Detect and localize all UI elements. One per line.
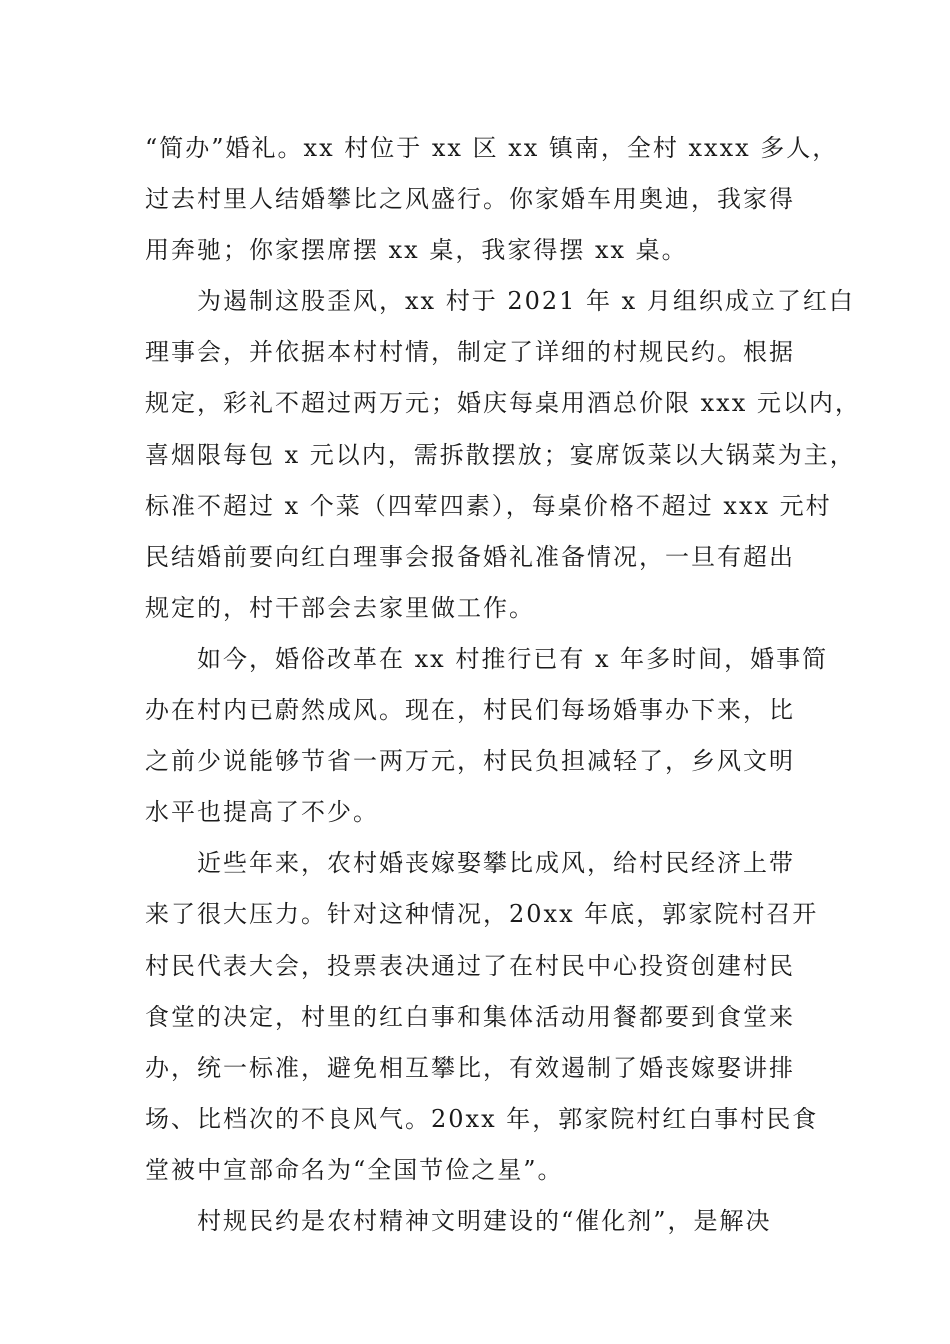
paragraph-start-line: 为遏制这股歪风，xx 村于 2021 年 x 月组织成立了红白 xyxy=(197,287,855,316)
paragraph-start-line: 近些年来，农村婚丧嫁娶攀比成风，给村民经济上带 xyxy=(197,849,795,878)
text-line: 之前少说能够节省一两万元，村民负担减轻了，乡风文明 xyxy=(145,747,795,776)
text-line: 喜烟限每包 x 元以内，需拆散摆放；宴席饭菜以大锅菜为主， xyxy=(145,440,856,469)
text-line: “简办”婚礼。xx 村位于 xx 区 xx 镇南，全村 xxxx 多人， xyxy=(145,134,839,162)
text-line: 规定，彩礼不超过两万元；婚庆每桌用酒总价限 xxx 元以内， xyxy=(145,389,861,418)
text-line: 标准不超过 x 个菜（四荤四素），每桌价格不超过 xxx 元村 xyxy=(145,491,832,520)
text-line: 村民代表大会，投票表决通过了在村民中心投资创建村民 xyxy=(145,951,795,980)
text-line: 办在村内已蔚然成风。现在，村民们每场婚事办下来，比 xyxy=(145,696,795,725)
paragraph-start-line: 如今，婚俗改革在 xx 村推行已有 x 年多时间，婚事简 xyxy=(197,644,829,673)
text-line: 用奔驰；你家摆席摆 xx 桌，我家得摆 xx 桌。 xyxy=(145,236,688,265)
text-line: 过去村里人结婚攀比之风盛行。你家婚车用奥迪，我家得 xyxy=(145,185,795,214)
text-line: 场、比档次的不良风气。20xx 年，郭家院村红白事村民食 xyxy=(145,1104,819,1133)
text-line: 民结婚前要向红白理事会报备婚礼准备情况，一旦有超出 xyxy=(145,542,795,571)
text-line: 办，统一标准，避免相互攀比，有效遏制了婚丧嫁娶讲排 xyxy=(145,1053,795,1082)
text-line: 食堂的决定，村里的红白事和集体活动用餐都要到食堂来 xyxy=(145,1002,795,1031)
text-line: 规定的，村干部会去家里做工作。 xyxy=(145,593,535,622)
text-line: 来了很大压力。针对这种情况，20xx 年底，郭家院村召开 xyxy=(145,900,819,929)
text-line: 理事会，并依据本村村情，制定了详细的村规民约。根据 xyxy=(145,338,795,367)
paragraph-start-line: 村规民约是农村精神文明建设的“催化剂”，是解决 xyxy=(197,1206,772,1235)
text-line: 水平也提高了不少。 xyxy=(145,798,379,827)
text-line: 堂被中宣部命名为“全国节俭之星”。 xyxy=(145,1155,564,1184)
body-text xyxy=(145,123,861,1247)
